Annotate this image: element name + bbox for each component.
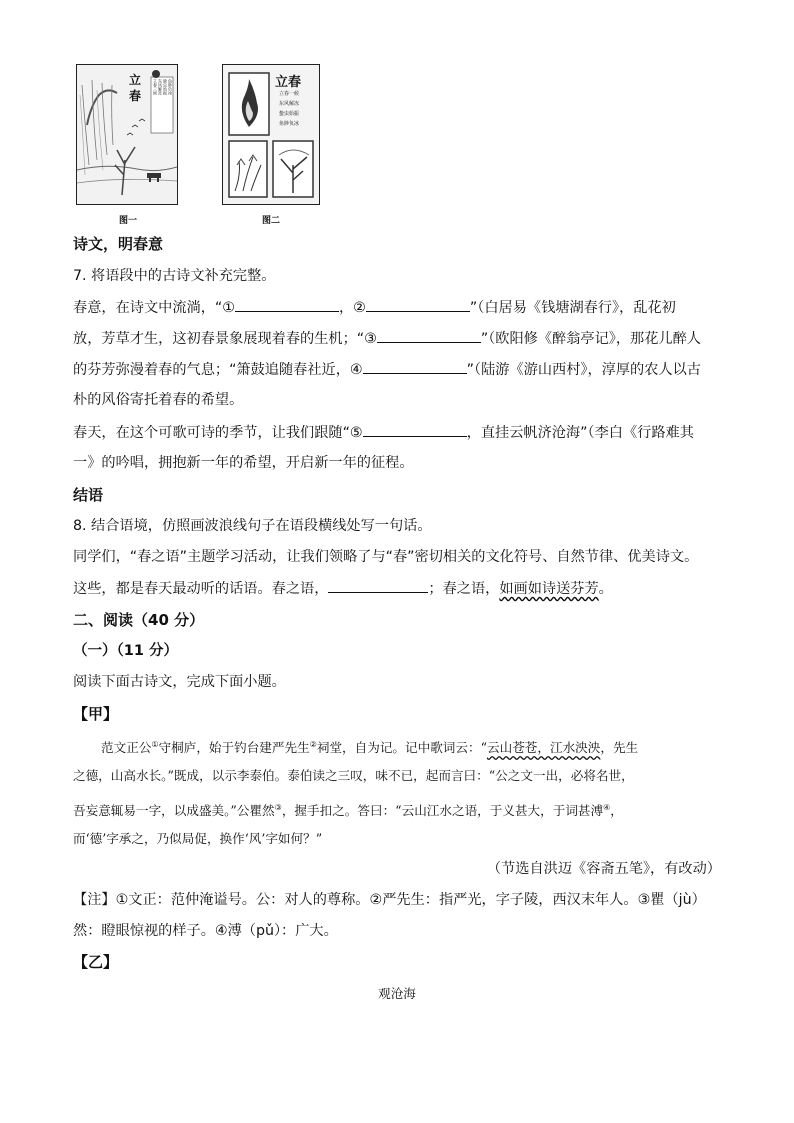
blank-3-field[interactable] <box>377 328 481 343</box>
section-heading-poetry: 诗文，明春意 <box>73 235 164 253</box>
blank-2-field[interactable] <box>366 297 470 312</box>
jia-text-c: 祠堂，自为记。记中歌词云：“ <box>316 740 488 756</box>
q7-p2-line-2: 一》的吟唱，拥抱新一年的希望，开启新一年的征程。 <box>73 455 414 471</box>
jia-note-3-marker: ③ <box>274 803 282 812</box>
jia-line-2: 之德，山高水长。”既成，以示李泰伯。泰伯读之三叹，味不已，起而言曰：“公之文一出，必将名世， <box>73 768 634 783</box>
q7-p2-text-a: 春天，在这个可歌可诗的季节，让我们跟随“⑤ <box>73 425 363 441</box>
blank-5-field[interactable] <box>363 422 467 437</box>
q7-p2-line-1 <box>73 422 694 443</box>
q7-p1-line-1 <box>73 297 676 318</box>
passage-source: （节选自洪迈《容斋五笔》，有改动） <box>486 861 721 877</box>
reading-instruction: 阅读下面古诗文，完成下面小题。 <box>73 674 286 690</box>
q7-p1-line-3 <box>73 359 701 380</box>
figure-2-caption: 图二 <box>262 216 281 226</box>
q7-p1-text-b: ，② <box>338 300 366 316</box>
figure-2-illustration <box>223 65 319 204</box>
q7-p1-text-c: ”（白居易《钱塘湖春行》，乱花初 <box>469 300 676 316</box>
question-7-stem: 7. 将语段中的古诗文补充完整。 <box>73 268 276 284</box>
jia-note-2-marker: ② <box>309 740 317 749</box>
section-heading-reading: 二、阅读（40 分） <box>73 611 205 629</box>
figure-2-text-4: 鱼陟负冰 <box>279 121 300 127</box>
passage-jia-label: 【甲】 <box>73 705 119 723</box>
jia-text-f: ，握手扣之。答曰：“云山江水之语，于义甚大，于词甚溥 <box>281 803 604 819</box>
q7-p1-text-g: ”（陆游《游山西村》，淳厚的农人以古 <box>466 362 701 378</box>
q7-p1-line-2 <box>73 328 701 349</box>
section-heading-conclusion: 结语 <box>73 486 104 504</box>
jia-line-4: 而‘德’字承之，乃似局促，换作‘风’字如何？” <box>73 831 323 846</box>
figure-2-text-1: 立春一候 <box>279 91 300 97</box>
figure-1-caption: 图一 <box>119 216 138 226</box>
jia-text-d: ，先生 <box>600 740 639 756</box>
q7-p2-text-b: ，直挂云帆济沧海”（李白《行路难其 <box>466 425 694 441</box>
question-8-stem: 8. 结合语境，仿照画波浪线句子在语段横线处写一句话。 <box>73 518 432 534</box>
q7-p1-line-4: 朴的风俗寄托着春的希望。 <box>73 392 244 408</box>
jia-wavy-phrase: 云山苍苍，江水泱泱 <box>487 740 601 756</box>
q7-p1-text-f: 的芬芳弥漫着春的气息；“箫鼓追随春社近，④ <box>73 362 363 378</box>
figure-1-text-1: 立春三候 <box>153 79 158 95</box>
notes-line-2: 然：瞪眼惊视的样子。④溥（pǔ）：广大。 <box>73 923 338 939</box>
q7-p1-text-e: ”（欧阳修《醉翁亭记》，那花儿醉人 <box>480 331 701 347</box>
q7-p1-text-d: 放，芳草才生，这初春景象展现着春的生机；“③ <box>73 331 377 347</box>
figure-2-text-2: 东风解冻 <box>279 101 300 107</box>
figure-1-vertical-text <box>153 79 173 133</box>
jia-text-a: 范文正公 <box>101 740 152 756</box>
figure-1-image <box>76 64 178 205</box>
poem-title: 观沧海 <box>378 986 416 1001</box>
q8-line-1: 同学们，“春之语”主题学习活动，让我们领略了与“春”密切相关的文化符号、自然节律、优美诗文。 <box>73 549 699 565</box>
jia-note-4-marker: ④ <box>603 803 611 812</box>
notes-line-1: 【注】①文正：范仲淹谥号。公：对人的尊称。②严先生：指严光，字子陵，西汉末年人。③瞿（jù） <box>73 892 706 908</box>
figure-1-text-4: 鱼陟负冰 <box>168 79 173 95</box>
q8-text-b: ；春之语， <box>428 581 500 597</box>
figure-2-image <box>222 64 320 205</box>
q8-line-2 <box>73 578 613 599</box>
q8-text-a: 这些，都是春天最动听的话语。春之语， <box>73 581 329 597</box>
passage-yi-label: 【乙】 <box>73 953 119 971</box>
figure-2-text-3: 蛰虫始振 <box>279 111 300 117</box>
jia-note-1-marker: ① <box>151 740 159 749</box>
jia-line-1 <box>101 735 638 758</box>
figure-1-text-3: 蛰虫始振 <box>163 79 168 95</box>
figure-2-text-list <box>279 89 315 129</box>
q8-text-end: 。 <box>598 581 613 597</box>
jia-text-g: ， <box>610 803 623 819</box>
part-1-heading: （一）（11 分） <box>73 643 178 659</box>
jia-text-e: 吾妄意辄易一字，以成盛美。”公瞿然 <box>73 803 275 819</box>
q8-wavy-sentence: 如画如诗送芬芳 <box>499 581 599 597</box>
blank-4-field[interactable] <box>363 359 467 374</box>
figure-1-text-2: 东风解冻 <box>158 79 163 95</box>
figure-1-title-char-1: 立 <box>129 73 142 87</box>
figure-1-title-char-2: 春 <box>129 89 142 103</box>
figure-2-title: 立春 <box>275 75 302 90</box>
blank-1-field[interactable] <box>235 297 339 312</box>
jia-line-3 <box>73 798 623 821</box>
q8-blank-field[interactable] <box>328 578 428 593</box>
q7-p1-text-a: 春意，在诗文中流淌，“① <box>73 300 235 316</box>
jia-text-b: 守桐庐，始于钓台建严先生 <box>158 740 310 756</box>
